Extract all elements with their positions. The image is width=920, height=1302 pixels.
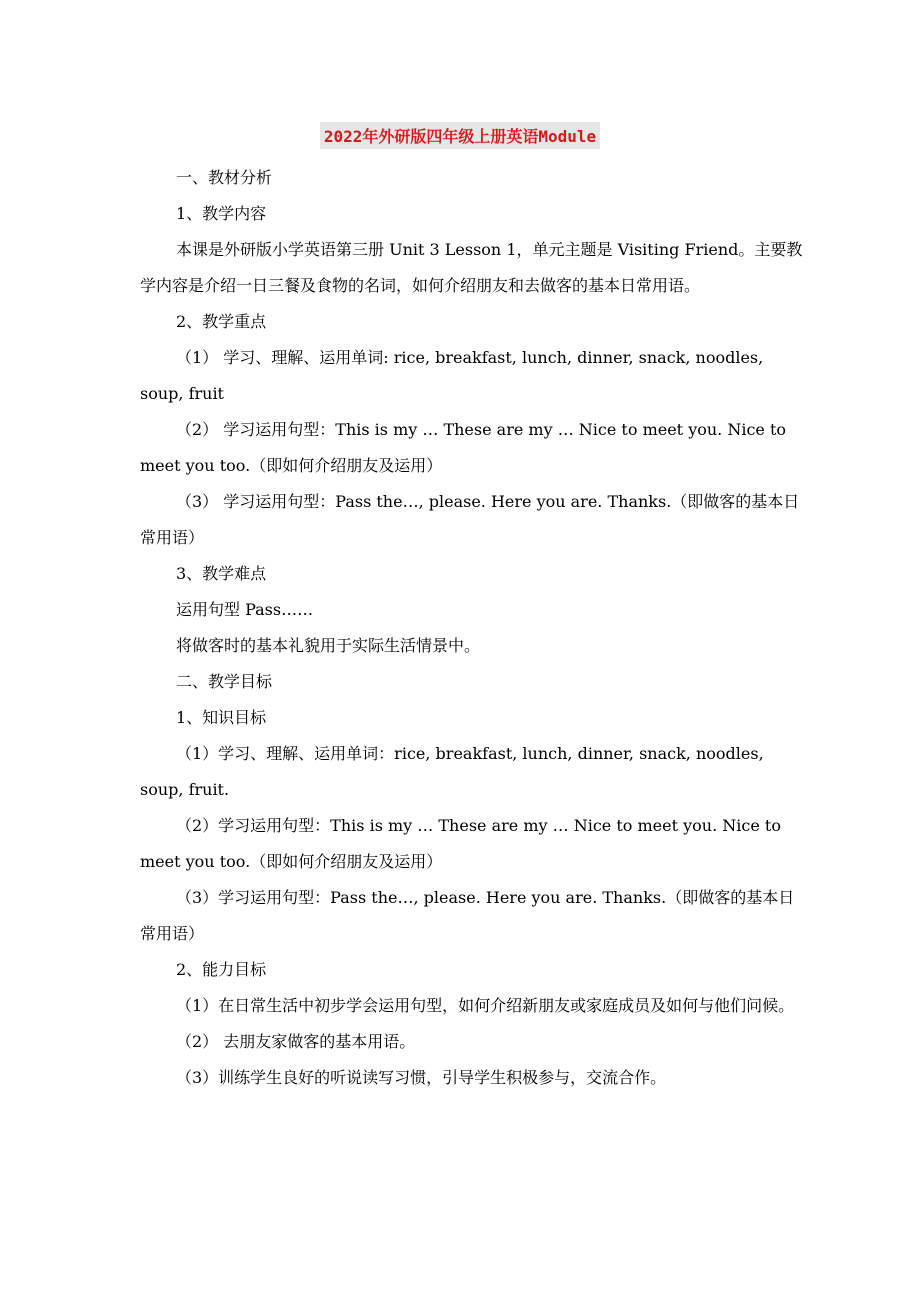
ability-goal-3: （3）训练学生良好的听说读写习惯，引导学生积极参与，交流合作。 — [176, 1068, 667, 1087]
paragraph-content-description: 本课是外研版小学英语第三册 Unit 3 Lesson 1，单元主题是 Visiting Friend。主要教学内容是介绍一日三餐及食物的名词，如何介绍朋友和去做客的基本日常用语。 — [140, 240, 803, 295]
subheading-knowledge-goals: 1、知识目标 — [176, 708, 267, 727]
difficulty-item-2: 将做客时的基本礼貌用于实际生活情景中。 — [176, 636, 481, 655]
ability-goal-1: （1）在日常生活中初步学会运用句型，如何介绍新朋友或家庭成员及如何与他们问候。 — [176, 996, 795, 1015]
document-title: 2022年外研版四年级上册英语Module — [320, 122, 600, 149]
section-heading-teaching-goals: 二、教学目标 — [176, 672, 273, 691]
title-container — [0, 122, 920, 149]
knowledge-goal-1: （1）学习、理解、运用单词：rice, breakfast, lunch, dinner, snack, noodles, soup, fruit. — [140, 744, 764, 799]
knowledge-goal-2: （2）学习运用句型：This is my … These are my … Nice to meet you. Nice to meet you too.（即如何介绍朋友及运用） — [140, 816, 781, 871]
subheading-ability-goals: 2、能力目标 — [176, 960, 267, 979]
subheading-teaching-content: 1、教学内容 — [176, 204, 267, 223]
focus-item-1: （1） 学习、理解、运用单词: rice, breakfast, lunch, dinner, snack, noodles, soup, fruit — [140, 348, 764, 403]
section-heading-textbook-analysis: 一、教材分析 — [176, 168, 273, 187]
knowledge-goal-3: （3）学习运用句型：Pass the…, please. Here you are. Thanks.（即做客的基本日常用语） — [140, 888, 795, 943]
focus-item-3: （3） 学习运用句型：Pass the…, please. Here you are. Thanks.（即做客的基本日常用语） — [140, 492, 800, 547]
subheading-teaching-difficulty: 3、教学难点 — [176, 564, 267, 583]
document-body — [140, 160, 808, 1096]
subheading-teaching-focus: 2、教学重点 — [176, 312, 267, 331]
difficulty-item-1: 运用句型 Pass…… — [176, 600, 314, 619]
ability-goal-2: （2） 去朋友家做客的基本用语。 — [176, 1032, 416, 1051]
focus-item-2: （2） 学习运用句型：This is my … These are my … Nice to meet you. Nice to meet you too.（即如何介绍朋友及运用） — [140, 420, 787, 475]
